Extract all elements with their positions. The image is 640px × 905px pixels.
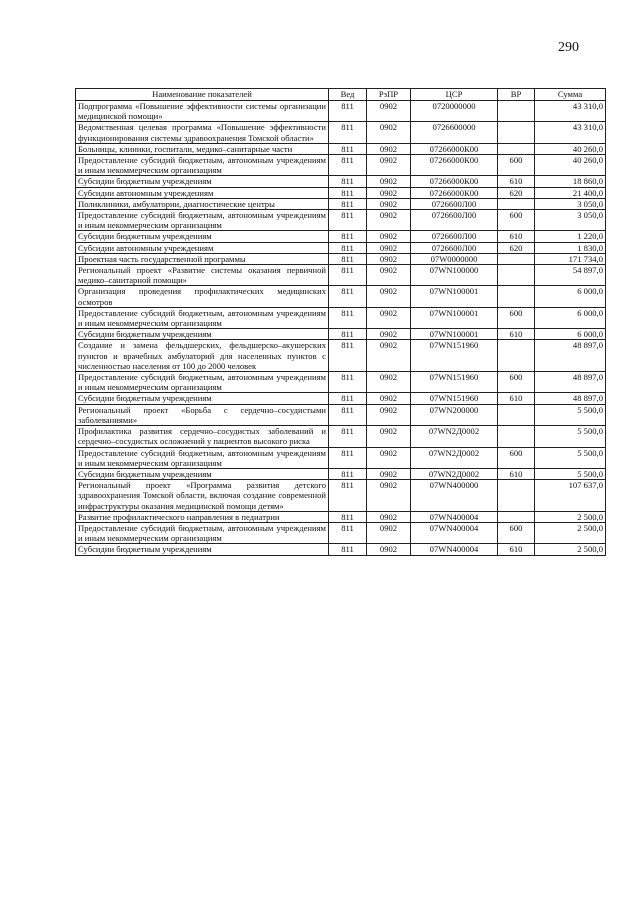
cell-ved: 811 xyxy=(329,198,367,209)
cell-rzpr: 0902 xyxy=(367,122,411,143)
cell-ved: 811 xyxy=(329,122,367,143)
cell-vr xyxy=(498,198,535,209)
cell-csr: 07WN400000 xyxy=(411,480,498,512)
table-row xyxy=(76,187,606,198)
table-row xyxy=(76,447,606,468)
cell-csr: 07WN2Д0002 xyxy=(411,426,498,447)
cell-ved: 811 xyxy=(329,231,367,242)
cell-sum: 18 860,0 xyxy=(535,176,606,187)
cell-name: Ведомственная целевая программа «Повышение эффективности функционирования системы здравоохранения Томской области» xyxy=(76,122,329,143)
cell-rzpr: 0902 xyxy=(367,143,411,154)
cell-rzpr: 0902 xyxy=(367,511,411,522)
cell-csr: 07WN100001 xyxy=(411,286,498,307)
cell-name: Предоставление субсидий бюджетным, автономным учреждениям и иным некоммерческим организациям xyxy=(76,210,329,231)
cell-ved: 811 xyxy=(329,393,367,404)
cell-rzpr: 0902 xyxy=(367,480,411,512)
cell-name: Региональный проект «Развитие системы оказания первичной медико–санитарной помощи» xyxy=(76,265,329,286)
cell-rzpr: 0902 xyxy=(367,210,411,231)
cell-vr: 610 xyxy=(498,231,535,242)
table-row xyxy=(76,286,606,307)
cell-ved: 811 xyxy=(329,265,367,286)
cell-vr: 600 xyxy=(498,522,535,543)
table-body xyxy=(76,101,606,556)
cell-vr xyxy=(498,253,535,264)
cell-rzpr: 0902 xyxy=(367,101,411,122)
cell-csr: 0726600Л00 xyxy=(411,210,498,231)
table-row xyxy=(76,544,606,555)
table-row xyxy=(76,468,606,479)
cell-ved: 811 xyxy=(329,404,367,425)
cell-name: Предоставление субсидий бюджетным, автономным учреждениям и иным некоммерческим организациям xyxy=(76,447,329,468)
cell-rzpr: 0902 xyxy=(367,426,411,447)
cell-ved: 811 xyxy=(329,480,367,512)
cell-ved: 811 xyxy=(329,522,367,543)
cell-csr: 07WN400004 xyxy=(411,511,498,522)
cell-sum: 2 500,0 xyxy=(535,511,606,522)
cell-vr: 620 xyxy=(498,242,535,253)
cell-ved: 811 xyxy=(329,340,367,372)
cell-csr: 0726600000 xyxy=(411,122,498,143)
cell-name: Субсидии бюджетным учреждениям xyxy=(76,176,329,187)
header-sum: Сумма xyxy=(535,89,606,101)
cell-csr: 07WN400004 xyxy=(411,544,498,555)
cell-vr: 610 xyxy=(498,544,535,555)
cell-sum: 48 897,0 xyxy=(535,393,606,404)
cell-ved: 811 xyxy=(329,176,367,187)
cell-ved: 811 xyxy=(329,307,367,328)
cell-vr: 610 xyxy=(498,393,535,404)
cell-ved: 811 xyxy=(329,329,367,340)
cell-vr xyxy=(498,101,535,122)
cell-sum: 6 000,0 xyxy=(535,286,606,307)
cell-ved: 811 xyxy=(329,286,367,307)
cell-sum: 21 400,0 xyxy=(535,187,606,198)
cell-csr: 07266000К00 xyxy=(411,143,498,154)
cell-csr: 07WN151960 xyxy=(411,340,498,372)
cell-ved: 811 xyxy=(329,143,367,154)
cell-vr xyxy=(498,340,535,372)
table-row xyxy=(76,511,606,522)
cell-sum: 48 897,0 xyxy=(535,340,606,372)
cell-name: Проектная часть государственной программы xyxy=(76,253,329,264)
cell-rzpr: 0902 xyxy=(367,447,411,468)
cell-rzpr: 0902 xyxy=(367,231,411,242)
table-row xyxy=(76,522,606,543)
cell-name: Предоставление субсидий бюджетным, автономным учреждениям и иным некоммерческим организациям xyxy=(76,372,329,393)
cell-name: Больницы, клиники, госпитали, медико–санитарные части xyxy=(76,143,329,154)
cell-sum: 5 500,0 xyxy=(535,426,606,447)
table-row xyxy=(76,480,606,512)
cell-sum: 5 500,0 xyxy=(535,468,606,479)
cell-sum: 1 830,0 xyxy=(535,242,606,253)
table-row xyxy=(76,340,606,372)
cell-rzpr: 0902 xyxy=(367,468,411,479)
table-row xyxy=(76,253,606,264)
table-header-row xyxy=(76,89,606,101)
cell-name: Субсидии автономным учреждениям xyxy=(76,242,329,253)
cell-ved: 811 xyxy=(329,372,367,393)
cell-name: Региональный проект «Борьба с сердечно–сосудистыми заболеваниями» xyxy=(76,404,329,425)
cell-sum: 107 637,0 xyxy=(535,480,606,512)
table-row xyxy=(76,242,606,253)
cell-ved: 811 xyxy=(329,242,367,253)
cell-ved: 811 xyxy=(329,155,367,176)
cell-csr: 07WN151960 xyxy=(411,372,498,393)
table-header xyxy=(76,89,606,101)
cell-rzpr: 0902 xyxy=(367,340,411,372)
cell-rzpr: 0902 xyxy=(367,329,411,340)
cell-name: Организация проведения профилактических медицинских осмотров xyxy=(76,286,329,307)
table-row xyxy=(76,307,606,328)
cell-ved: 811 xyxy=(329,544,367,555)
cell-sum: 40 260,0 xyxy=(535,143,606,154)
cell-rzpr: 0902 xyxy=(367,544,411,555)
cell-csr: 07WN100000 xyxy=(411,265,498,286)
cell-vr: 610 xyxy=(498,329,535,340)
cell-name: Субсидии бюджетным учреждениям xyxy=(76,329,329,340)
cell-csr: 07WN400004 xyxy=(411,522,498,543)
cell-csr: 07WN200000 xyxy=(411,404,498,425)
cell-sum: 3 050,0 xyxy=(535,198,606,209)
cell-ved: 811 xyxy=(329,101,367,122)
cell-vr xyxy=(498,404,535,425)
cell-vr: 610 xyxy=(498,176,535,187)
cell-name: Предоставление субсидий бюджетным, автономным учреждениям и иным некоммерческим организациям xyxy=(76,522,329,543)
cell-name: Предоставление субсидий бюджетным, автономным учреждениям и иным некоммерческим организациям xyxy=(76,307,329,328)
cell-csr: 0726600Л00 xyxy=(411,231,498,242)
cell-name: Профилактика развития сердечно–сосудистых заболеваний и сердечно–сосудистых осложнений у пациентов высокого риска xyxy=(76,426,329,447)
cell-rzpr: 0902 xyxy=(367,242,411,253)
cell-csr: 0726600Л00 xyxy=(411,198,498,209)
table-row xyxy=(76,143,606,154)
header-rzpr: РзПР xyxy=(367,89,411,101)
cell-vr xyxy=(498,286,535,307)
cell-rzpr: 0902 xyxy=(367,522,411,543)
cell-vr xyxy=(498,426,535,447)
cell-rzpr: 0902 xyxy=(367,393,411,404)
cell-ved: 811 xyxy=(329,511,367,522)
cell-vr: 600 xyxy=(498,155,535,176)
table-row xyxy=(76,198,606,209)
cell-sum: 43 310,0 xyxy=(535,101,606,122)
cell-ved: 811 xyxy=(329,468,367,479)
cell-rzpr: 0902 xyxy=(367,265,411,286)
cell-vr xyxy=(498,265,535,286)
header-vr: ВР xyxy=(498,89,535,101)
cell-sum: 171 734,0 xyxy=(535,253,606,264)
cell-csr: 07266000К00 xyxy=(411,176,498,187)
cell-rzpr: 0902 xyxy=(367,253,411,264)
table-row xyxy=(76,426,606,447)
cell-sum: 54 897,0 xyxy=(535,265,606,286)
cell-name: Субсидии автономным учреждениям xyxy=(76,187,329,198)
cell-sum: 6 000,0 xyxy=(535,307,606,328)
cell-vr: 610 xyxy=(498,468,535,479)
cell-rzpr: 0902 xyxy=(367,286,411,307)
cell-csr: 07W0000000 xyxy=(411,253,498,264)
table-row xyxy=(76,372,606,393)
cell-name: Субсидии бюджетным учреждениям xyxy=(76,468,329,479)
cell-csr: 0720000000 xyxy=(411,101,498,122)
cell-ved: 811 xyxy=(329,426,367,447)
budget-table xyxy=(75,88,606,556)
cell-ved: 811 xyxy=(329,253,367,264)
cell-sum: 5 500,0 xyxy=(535,404,606,425)
cell-sum: 6 000,0 xyxy=(535,329,606,340)
header-csr: ЦСР xyxy=(411,89,498,101)
table-row xyxy=(76,329,606,340)
cell-csr: 07266000К00 xyxy=(411,187,498,198)
cell-vr xyxy=(498,143,535,154)
cell-rzpr: 0902 xyxy=(367,198,411,209)
cell-ved: 811 xyxy=(329,187,367,198)
cell-name: Субсидии бюджетным учреждениям xyxy=(76,544,329,555)
cell-vr: 600 xyxy=(498,307,535,328)
cell-name: Поликлиники, амбулатории, диагностические центры xyxy=(76,198,329,209)
cell-csr: 07WN2Д0002 xyxy=(411,447,498,468)
cell-vr xyxy=(498,511,535,522)
table-row xyxy=(76,122,606,143)
cell-sum: 2 500,0 xyxy=(535,544,606,555)
cell-name: Создание и замена фельдшерских, фельдшерско–акушерских пунктов и врачебных амбулаторий для населенных пунктов с численностью населения от 100 до 2000 человек xyxy=(76,340,329,372)
cell-name: Предоставление субсидий бюджетным, автономным учреждениям и иным некоммерческим организациям xyxy=(76,155,329,176)
table-row xyxy=(76,210,606,231)
cell-name: Региональный проект «Программа развития детского здравоохранения Томской области, включая создание современной инфраструктуры оказания медицинской помощи детям» xyxy=(76,480,329,512)
cell-sum: 43 310,0 xyxy=(535,122,606,143)
table-row xyxy=(76,393,606,404)
cell-vr: 600 xyxy=(498,447,535,468)
cell-sum: 1 220,0 xyxy=(535,231,606,242)
cell-name: Субсидии бюджетным учреждениям xyxy=(76,231,329,242)
cell-ved: 811 xyxy=(329,447,367,468)
cell-rzpr: 0902 xyxy=(367,187,411,198)
cell-name: Субсидии бюджетным учреждениям xyxy=(76,393,329,404)
header-name: Наименование показателей xyxy=(76,89,329,101)
cell-rzpr: 0902 xyxy=(367,372,411,393)
cell-vr: 620 xyxy=(498,187,535,198)
cell-rzpr: 0902 xyxy=(367,307,411,328)
cell-sum: 48 897,0 xyxy=(535,372,606,393)
cell-vr: 600 xyxy=(498,210,535,231)
cell-csr: 07WN2Д0002 xyxy=(411,468,498,479)
cell-vr xyxy=(498,480,535,512)
table-row xyxy=(76,404,606,425)
cell-sum: 5 500,0 xyxy=(535,447,606,468)
cell-rzpr: 0902 xyxy=(367,155,411,176)
cell-name: Подпрограмма «Повышение эффективности системы организации медицинской помощи» xyxy=(76,101,329,122)
cell-ved: 811 xyxy=(329,210,367,231)
table-row xyxy=(76,155,606,176)
cell-vr: 600 xyxy=(498,372,535,393)
table-row xyxy=(76,176,606,187)
page-number: 290 xyxy=(558,40,579,55)
cell-csr: 07WN151960 xyxy=(411,393,498,404)
cell-vr xyxy=(498,122,535,143)
table-row xyxy=(76,231,606,242)
header-ved: Вед xyxy=(329,89,367,101)
cell-rzpr: 0902 xyxy=(367,404,411,425)
cell-csr: 07WN100001 xyxy=(411,329,498,340)
cell-name: Развитие профилактического направления в педиатрии xyxy=(76,511,329,522)
cell-rzpr: 0902 xyxy=(367,176,411,187)
cell-sum: 3 050,0 xyxy=(535,210,606,231)
table-row xyxy=(76,265,606,286)
cell-sum: 40 260,0 xyxy=(535,155,606,176)
cell-csr: 07266000К00 xyxy=(411,155,498,176)
cell-csr: 0726600Л00 xyxy=(411,242,498,253)
cell-csr: 07WN100001 xyxy=(411,307,498,328)
table-row xyxy=(76,101,606,122)
cell-sum: 2 500,0 xyxy=(535,522,606,543)
